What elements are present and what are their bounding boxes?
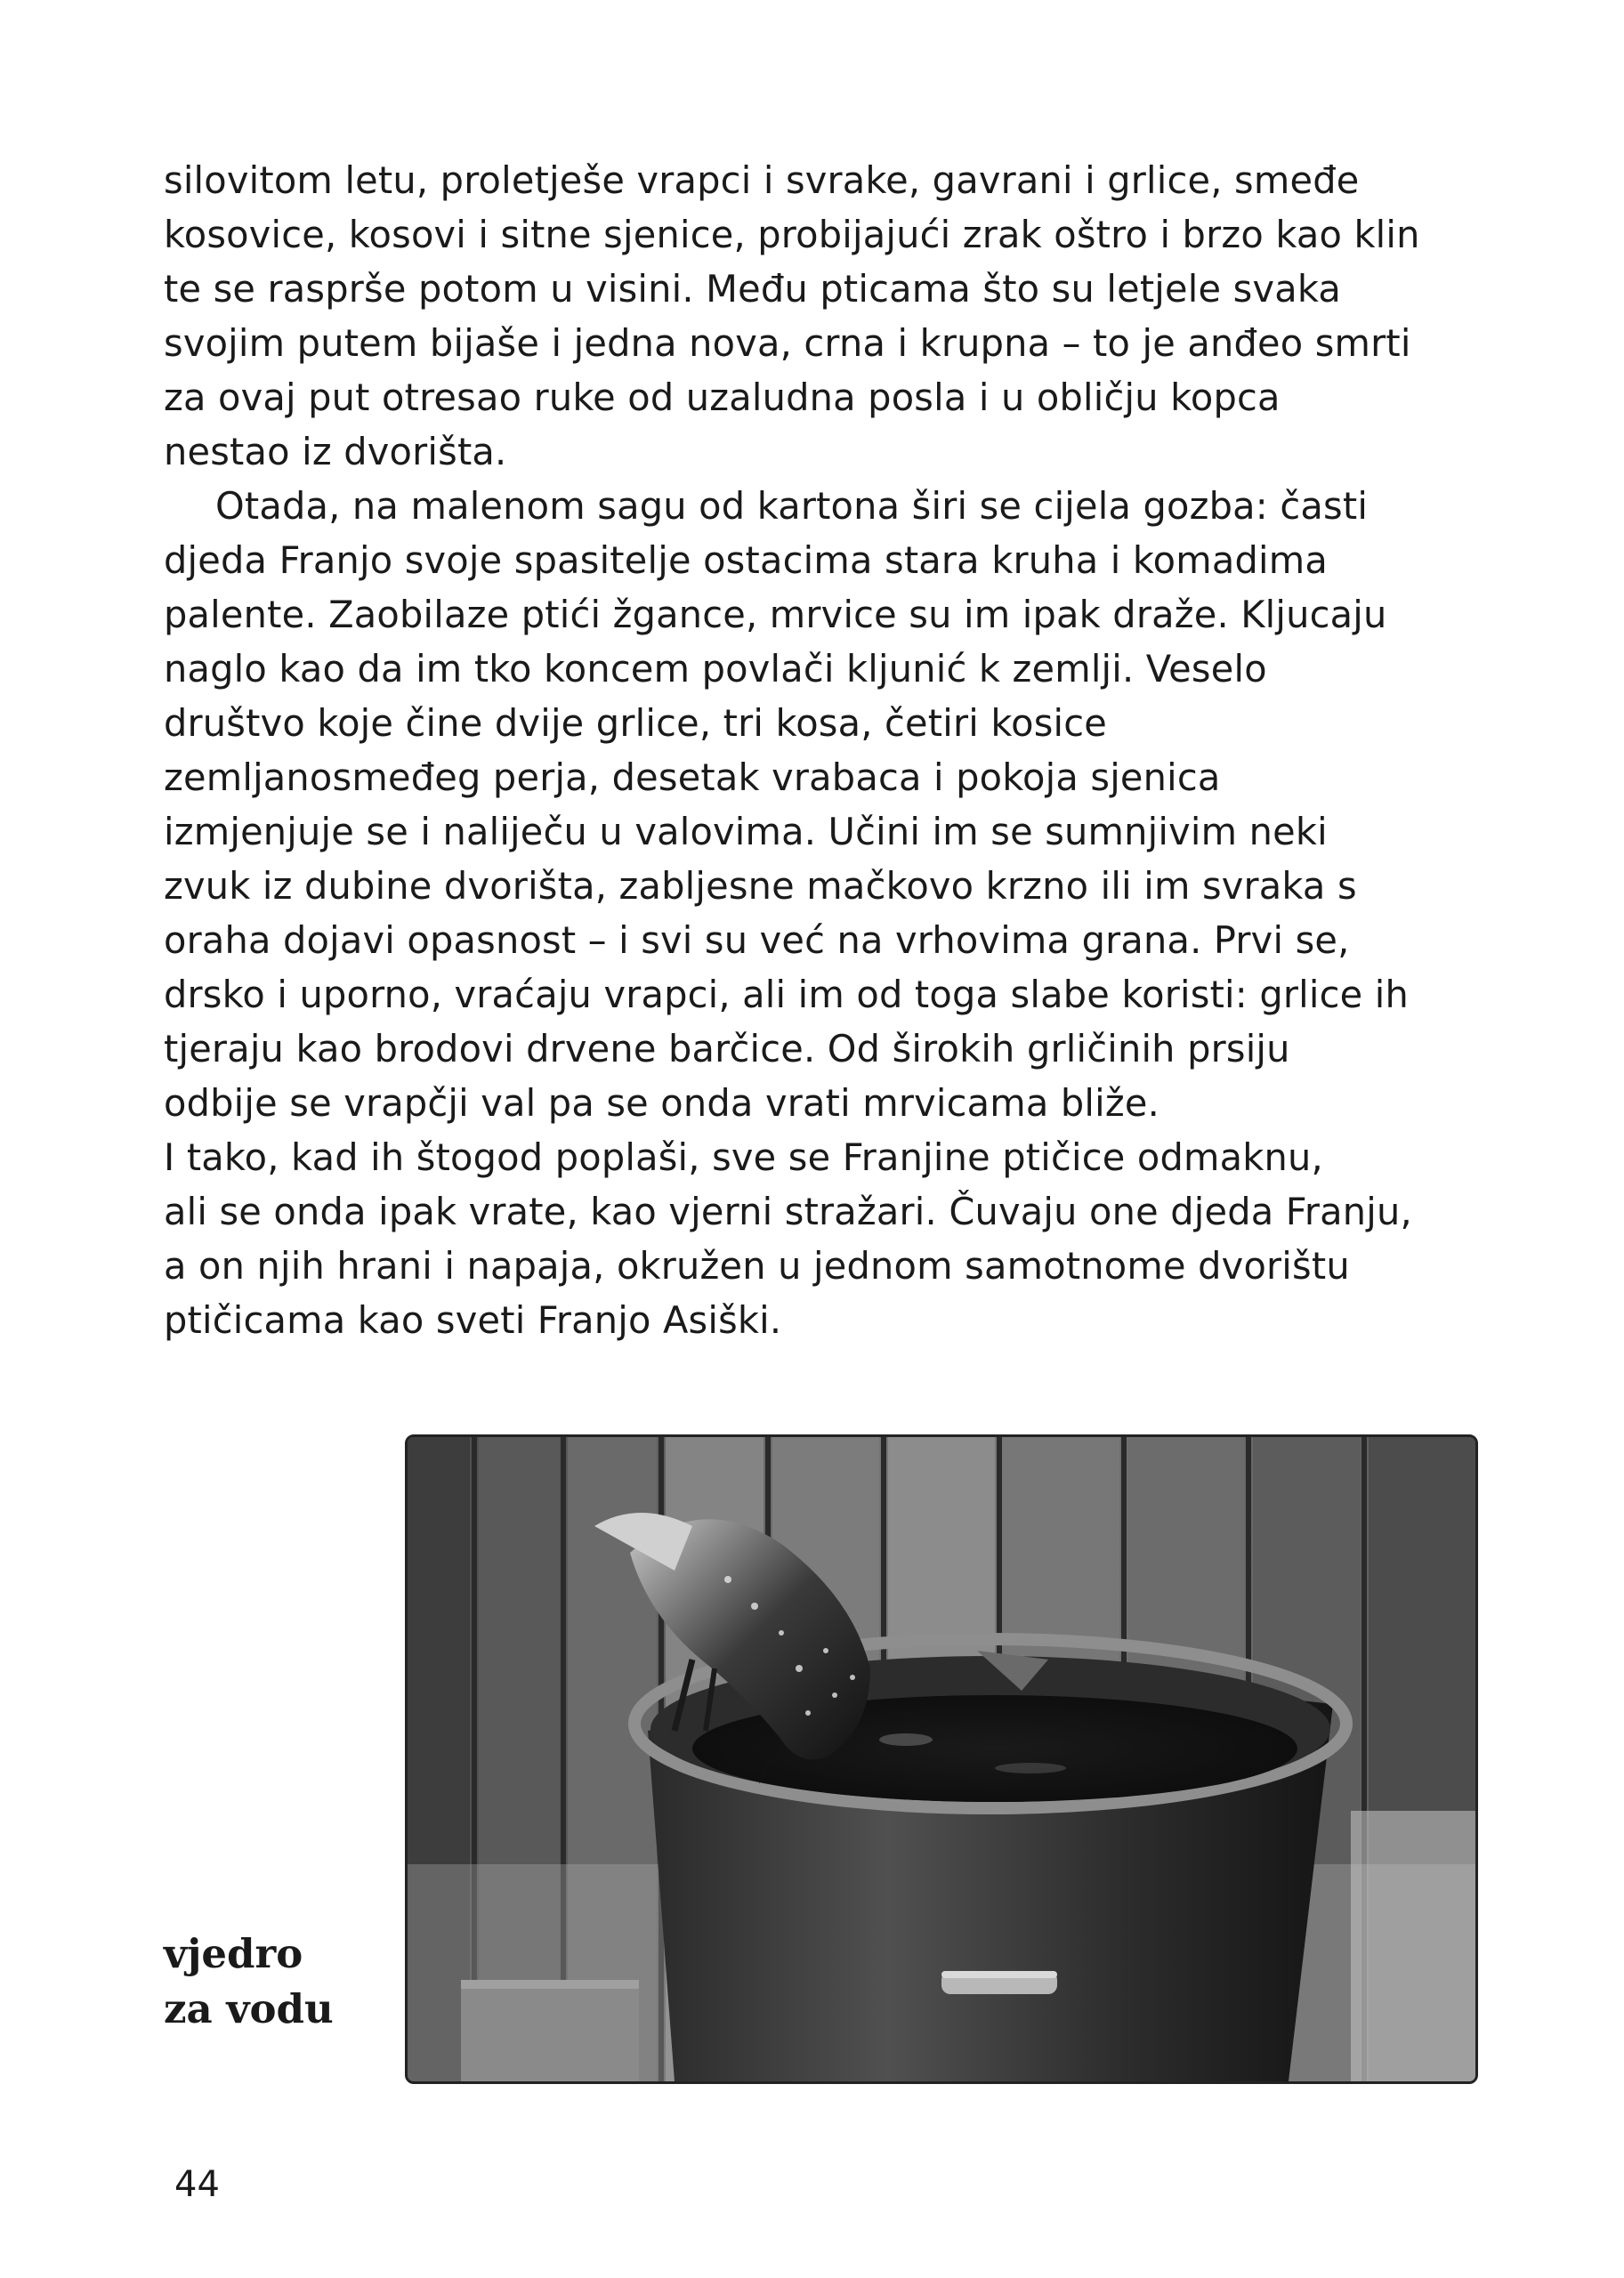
text-line: djeda Franjo svoje spasitelje ostacima stara kruha i komadima [164,538,1328,582]
text-line: društvo koje čine dvije grlice, tri kosa, četiri kosice [164,701,1108,745]
text-line: drsko i uporno, vraćaju vrapci, ali im od toga slabe koristi: grlice ih [164,973,1409,1016]
body-text [164,153,1499,1347]
page-number: 44 [174,2164,220,2205]
text-line: a on njih hrani i napaja, okružen u jednom samotnome dvorištu [164,1244,1350,1288]
photo-caption [164,1927,334,2037]
text-line: odbije se vrapčji val pa se onda vrati mrvicama bliže. [164,1081,1159,1125]
text-line: I tako, kad ih štogod poplaši, sve se Franjine ptičice odmaknu, [164,1135,1323,1179]
text-line: naglo kao da im tko koncem povlači kljunić k zemlji. Veselo [164,647,1267,691]
caption-line: za vodu [164,1985,334,2032]
text-line: ali se onda ipak vrate, kao vjerni stražari. Čuvaju one djeda Franju, [164,1190,1412,1233]
text-line: palente. Zaobilaze ptići žgance, mrvice su im ipak draže. Kljucaju [164,593,1387,636]
text-line: tjeraju kao brodovi drvene barčice. Od širokih grličinih prsiju [164,1027,1290,1070]
text-line: te se raspršе potom u visini. Među pticama što su letjele svaka [164,267,1341,311]
text-line: silovitom letu, proletješe vrapci i svrake, gavrani i grlice, smeđe [164,158,1360,202]
photo [405,1434,1478,2084]
text-line: izmjenjuje se i naliječu u valovima. Učini im se sumnjivim neki [164,810,1328,853]
starling-bucket-photo-icon [408,1437,1475,2081]
text-line: za ovaj put otresao ruke od uzaludna posla i u obličju kopca [164,376,1281,419]
text-line: oraha dojavi opasnost – i svi su već na vrhovima grana. Prvi se, [164,918,1350,962]
text-line: ptičicama kao sveti Franjo Asiški. [164,1298,782,1342]
caption-line: vjedro [164,1930,303,1977]
text-line: kosovice, kosovi i sitne sjenice, probijajući zrak oštro i brzo kao klin [164,213,1420,256]
text-line: zemljanosmeđeg perja, desetak vrabaca i pokoja sjenica [164,755,1221,799]
text-line: Otada, na malenom sagu od kartona širi se cijela gozba: časti [215,484,1369,528]
text-line: zvuk iz dubine dvorišta, zabljesne mačkovo krzno ili im svraka s [164,864,1357,908]
text-line: svojim putem bijaše i jedna nova, crna i krupna – to je anđeo smrti [164,321,1411,365]
text-line: nestao iz dvorišta. [164,430,507,473]
